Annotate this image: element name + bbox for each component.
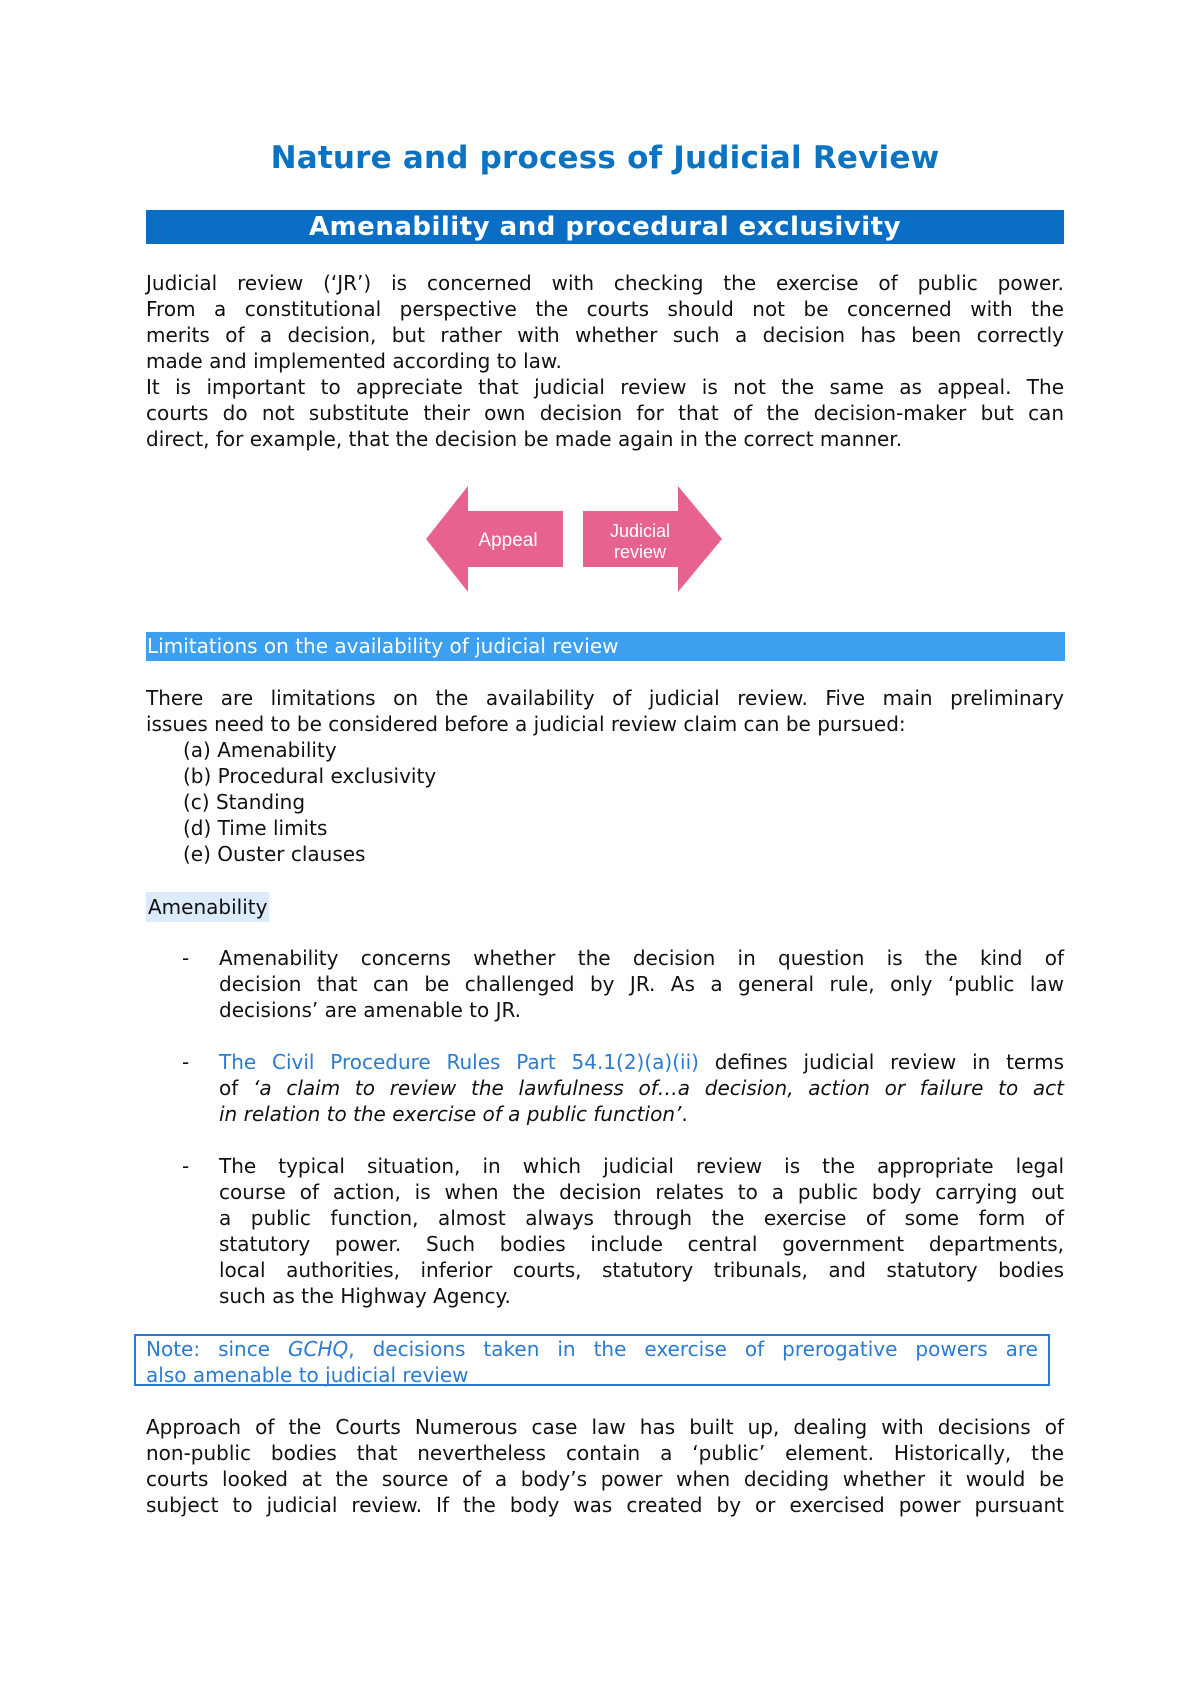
intro-line: Judicial review (‘JR’) is concerned with checking the exercise of public power. bbox=[146, 271, 1064, 295]
judicial-review-label-line2: review bbox=[613, 542, 667, 562]
bullet-line: such as the Highway Agency. bbox=[219, 1284, 511, 1308]
cpr-quote: in relation to the exercise of a public function’ bbox=[219, 1102, 682, 1126]
document-body bbox=[146, 0, 1064, 1698]
preliminary-issues-list bbox=[183, 737, 436, 867]
intro-line: From a constitutional perspective the courts should not be concerned with the bbox=[146, 297, 1064, 321]
bullet-line bbox=[219, 1049, 1064, 1075]
limitations-intro-line: There are limitations on the availability of judicial review. Five main preliminary bbox=[146, 686, 1064, 710]
note-line-text: , decisions taken in the exercise of prerogative powers are bbox=[348, 1337, 1038, 1361]
list-item: (a) Amenability bbox=[183, 738, 337, 762]
approach-line: Approach of the Courts Numerous case law has built up, dealing with decisions of bbox=[146, 1415, 1064, 1439]
note-line bbox=[146, 1336, 1038, 1362]
note-case-name: GCHQ bbox=[288, 1337, 349, 1361]
bullet-line-text: . bbox=[681, 1102, 688, 1126]
note-prefix: Note: since bbox=[146, 1337, 288, 1361]
approach-line: courts looked at the source of a body’s power when deciding whether it would be bbox=[146, 1467, 1064, 1491]
approach-line: non-public bodies that nevertheless contain a ‘public’ element. Historically, the bbox=[146, 1441, 1064, 1465]
bullet-marker: - bbox=[182, 1154, 190, 1178]
amenability-heading: Amenability bbox=[146, 892, 269, 922]
cpr-link[interactable]: The Civil Procedure Rules Part 54.1(2)(a)(ii) bbox=[219, 1050, 699, 1074]
bullet-line bbox=[219, 1101, 1064, 1127]
bullet-typical-situation bbox=[219, 1153, 1064, 1309]
bullet-line: decision that can be challenged by JR. As a general rule, only ‘public law bbox=[219, 972, 1064, 996]
section-heading-band: Amenability and procedural exclusivity bbox=[146, 210, 1064, 244]
bullet-line: decisions’ are amenable to JR. bbox=[219, 998, 522, 1022]
intro-line: made and implemented according to law. bbox=[146, 349, 562, 373]
page-title: Nature and process of Judicial Review bbox=[270, 140, 940, 176]
approach-paragraph bbox=[146, 1414, 1064, 1518]
bullet-line bbox=[219, 1075, 1064, 1101]
intro-line: courts do not substitute their own decision for that of the decision-maker but can bbox=[146, 401, 1064, 425]
note-text bbox=[146, 1336, 1038, 1388]
limitations-heading: Limitations on the availability of judicial review bbox=[146, 632, 1065, 661]
list-item: (b) Procedural exclusivity bbox=[183, 764, 437, 788]
list-item: (e) Ouster clauses bbox=[183, 842, 366, 866]
limitations-intro bbox=[146, 685, 1064, 737]
judicial-review-label-line1: Judicial bbox=[609, 521, 671, 541]
intro-line: It is important to appreciate that judicial review is not the same as appeal. The bbox=[146, 375, 1064, 399]
bullet-civil-procedure-rules bbox=[219, 1049, 1064, 1127]
bullet-marker: - bbox=[182, 1050, 190, 1074]
bullet-amenability-definition bbox=[219, 945, 1064, 1023]
intro-line: merits of a decision, but rather with whether such a decision has been correctly bbox=[146, 323, 1064, 347]
appeal-label: Appeal bbox=[478, 530, 538, 551]
bullet-marker: - bbox=[182, 946, 190, 970]
bullet-line-text: of bbox=[219, 1076, 253, 1100]
bullet-line: statutory power. Such bodies include central government departments, bbox=[219, 1232, 1064, 1256]
bullet-line: local authorities, inferior courts, statutory tribunals, and statutory bodies bbox=[219, 1258, 1064, 1282]
bullet-line: Amenability concerns whether the decision in question is the kind of bbox=[219, 946, 1064, 970]
bullet-line: course of action, is when the decision relates to a public body carrying out bbox=[219, 1180, 1064, 1204]
bullet-line-text: defines judicial review in terms bbox=[698, 1050, 1065, 1074]
bullet-line: a public function, almost always through the exercise of some form of bbox=[219, 1206, 1064, 1230]
intro-line: direct, for example, that the decision be made again in the correct manner. bbox=[146, 427, 903, 451]
cpr-quote: ‘a claim to review the lawfulness of…a decision, action or failure to act bbox=[253, 1076, 1064, 1100]
note-line: also amenable to judicial review bbox=[146, 1363, 469, 1387]
limitations-intro-line: issues need to be considered before a judicial review claim can be pursued: bbox=[146, 712, 906, 736]
list-item: (c) Standing bbox=[183, 790, 306, 814]
approach-line: subject to judicial review. If the body was created by or exercised power pursuant bbox=[146, 1493, 1064, 1517]
bullet-line: The typical situation, in which judicial review is the appropriate legal bbox=[219, 1154, 1064, 1178]
list-item: (d) Time limits bbox=[183, 816, 328, 840]
